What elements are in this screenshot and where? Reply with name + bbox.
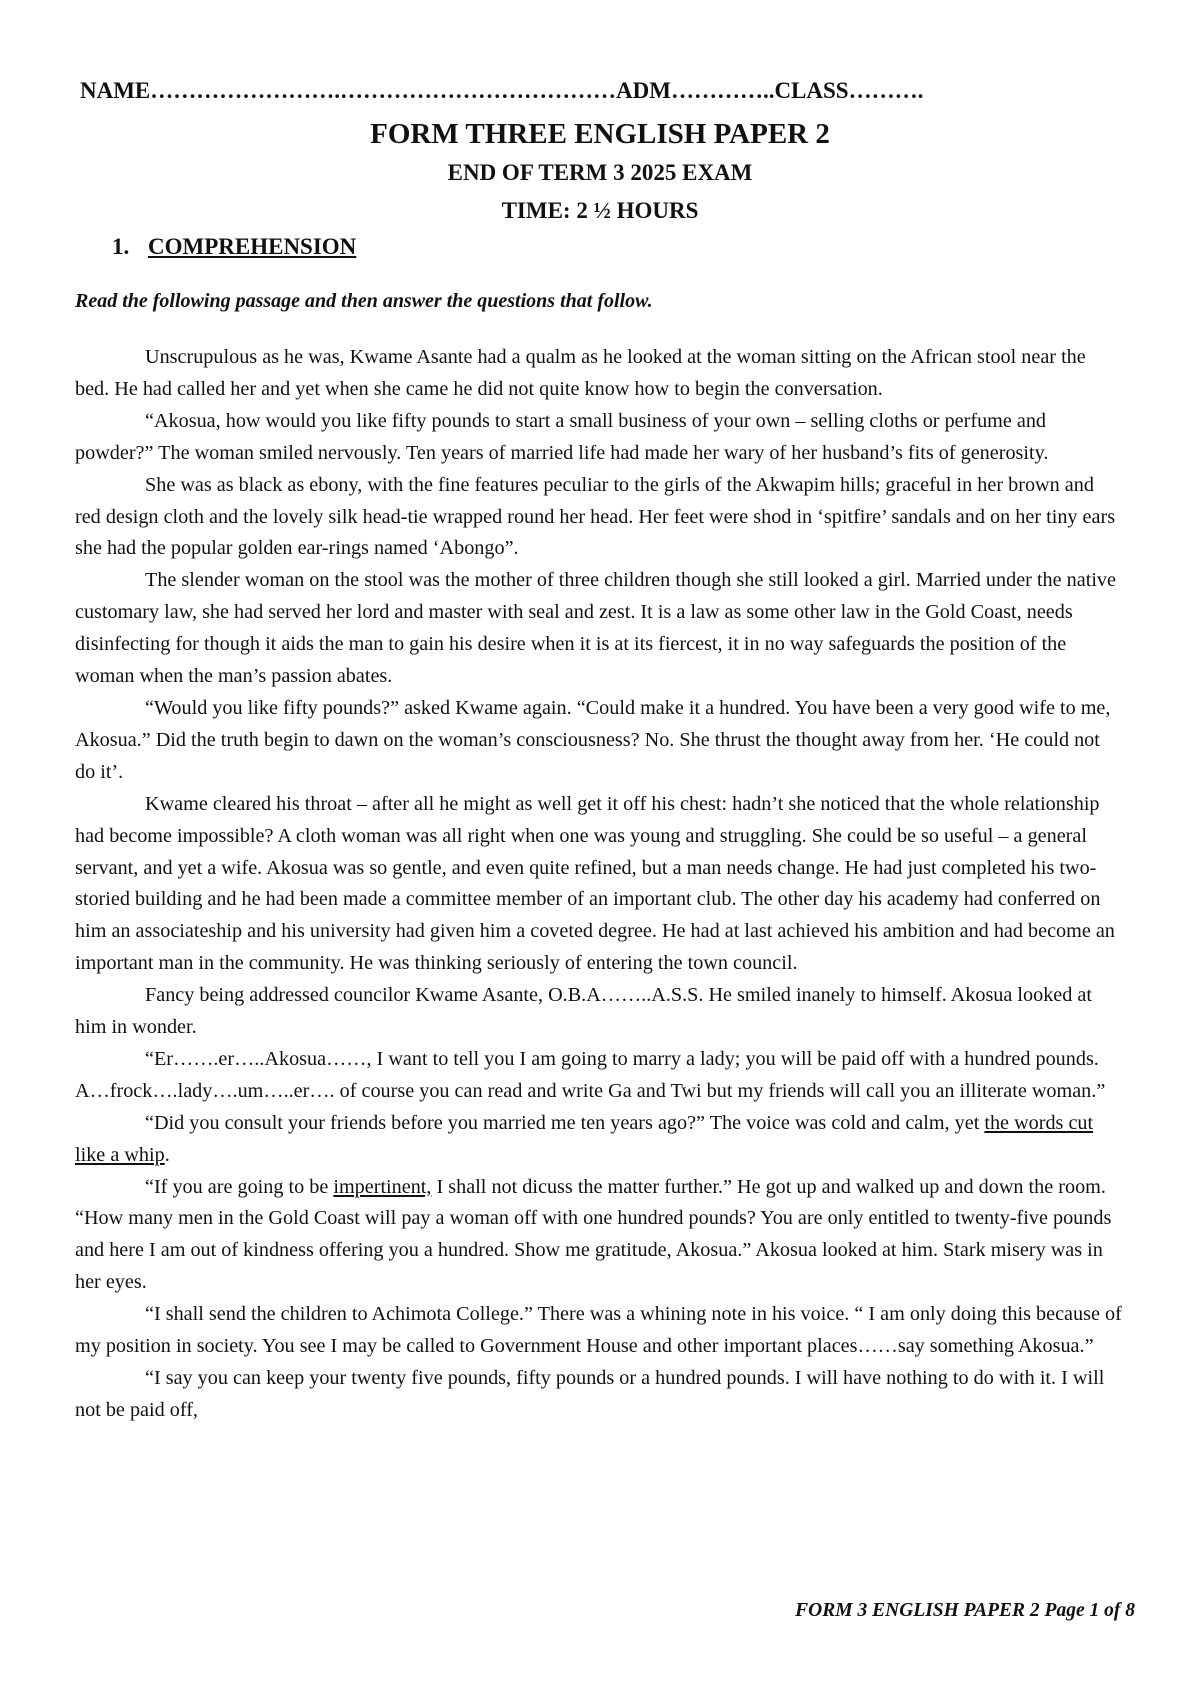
passage-paragraph: “Akosua, how would you like fifty pounds to start a small business of your own – selling cloths or perfume and powder?” The woman smiled nervously. Ten years of married life had made her wary of her husband’s fits of generosity. — [75, 409, 1049, 464]
passage-paragraph: Fancy being addressed councilor Kwame Asante, O.B.A……..A.S.S. He smiled inanely to himself. Akosua looked at him in wonder. — [75, 984, 1092, 1039]
passage-paragraph: She was as black as ebony, with the fine features peculiar to the girls of the Akwapim hills; graceful in her brown and red design cloth and the lovely silk head-tie wrapped round her head. Her feet were shod in ‘spitfire’ sandals and on her tiny ears she had the popular golden ear-rings named ‘Abongo”. — [75, 473, 1116, 560]
passage-text: “Did you consult your friends before you married me ten years ago?” The voice was cold and calm, yet — [145, 1111, 985, 1134]
exam-subtitle: END OF TERM 3 2025 EXAM — [447, 160, 753, 185]
section-number: 1. — [112, 234, 130, 259]
section-title: COMPREHENSION — [148, 234, 357, 259]
paper-title: FORM THREE ENGLISH PAPER 2 — [370, 118, 830, 150]
passage-paragraph: “I say you can keep your twenty five pounds, fifty pounds or a hundred pounds. I will have nothing to do with it. I will not be paid off, — [75, 1367, 1105, 1421]
exam-time: TIME: 2 ½ HOURS — [501, 198, 699, 223]
section-heading — [112, 234, 356, 260]
comprehension-passage — [75, 342, 1123, 1427]
instruction-text: Read the following passage and then answer the questions that follow. — [75, 290, 653, 312]
passage-text: . — [164, 1143, 170, 1166]
passage-paragraph: Unscrupulous as he was, Kwame Asante had a qualm as he looked at the woman sitting on the African stool near the bed. He had called her and yet when she came he did not quite know how to begin the conversation. — [75, 346, 1086, 400]
passage-paragraph — [75, 1172, 1123, 1300]
passage-paragraph: “I shall send the children to Achimota College.” There was a whining note in his voice. “ I am only doing this because of my position in society. You see I may be called to Government House and other important places……say something Akosua.” — [75, 1303, 1122, 1358]
passage-paragraph: The slender woman on the stool was the mother of three children though she still looked a girl. Married under the native customary law, she had served her lord and master with seal and zest. It is a law as some other law in the Gold Coast, needs disinfecting for though it aids the man to gain his desire when it is at its fiercest, it in no way safeguards the position of the woman when the man’s passion abates. — [75, 569, 1116, 688]
passage-paragraph: “Would you like fifty pounds?” asked Kwame again. “Could make it a hundred. You have been a very good wife to me, Akosua.” Did the truth begin to dawn on the woman’s consciousness? No. She thrust the thought away from her. ‘He could not do it’. — [75, 696, 1111, 783]
passage-text: “If you are going to be — [145, 1175, 334, 1198]
passage-paragraph: “Er…….er…..Akosua……, I want to tell you I am going to marry a lady; you will be paid off with a hundred pounds. A…frock….lady….um…..er…. of course you can read and write Ga and Twi but my friends will call you an illiterate woman.” — [75, 1047, 1106, 1102]
underlined-phrase: the words cut like a whip — [75, 1111, 1094, 1166]
page-footer: FORM 3 ENGLISH PAPER 2 Page 1 of 8 — [795, 1600, 1135, 1621]
passage-paragraph: Kwame cleared his throat – after all he might as well get it off his chest: hadn’t she noticed that the whole relationship had become impossible? A cloth woman was all right when one was young and struggling. She could be so useful – a general servant, and yet a wife. Akosua was so gentle, and even quite refined, but a man needs change. He had just completed his two-storied building and he had been made a committee member of an important club. The other day his academy had conferred on him an associateship and his university had given him a coveted degree. He had at last achieved his ambition and had become an important man in the community. He was thinking seriously of entering the town council. — [75, 792, 1115, 975]
underlined-word: impertinent, — [333, 1175, 432, 1198]
passage-paragraph — [75, 1108, 1123, 1172]
passage-text: I shall not dicuss the matter further.” He got up and walked up and down the room. “How many men in the Gold Coast will pay a woman off with one hundred pounds? You are only entitled to twenty-five pounds and here I am out of kindness offering you a hundred. Show me gratitude, Akosua.” Akosua looked at him. Stark misery was in her eyes. — [75, 1175, 1112, 1294]
name-adm-class-line: NAME…………………….………………………………ADM…………..CLASS………. — [80, 78, 924, 103]
